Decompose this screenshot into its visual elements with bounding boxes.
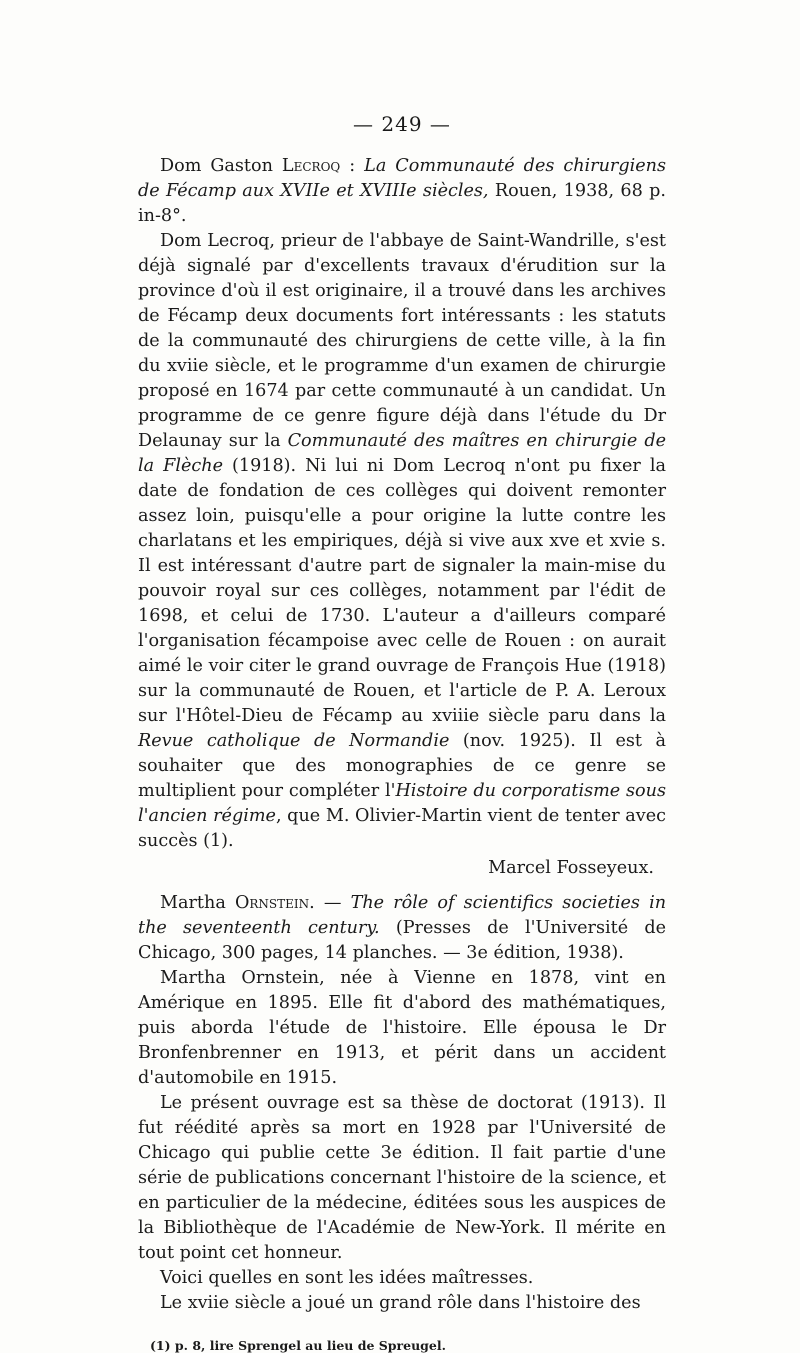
review1-title: La Communauté des chirurgiens de Fécamp aux XVIIe et XVIIIe siècles,	[138, 156, 666, 201]
review1-italic-1: Communauté des maîtres en chirurgie de la Flèche	[138, 431, 666, 476]
review1-text-c: (nov. 1925). Il est à souhaiter que des monographies de ce genre se multiplient pour compléter l'	[138, 731, 666, 801]
review1-separator: :	[340, 156, 365, 176]
review2-paragraph-3: Voici quelles en sont les idées maîtresses.	[160, 1268, 534, 1288]
review1-body	[138, 229, 666, 854]
review1-signature: Marcel Fosseyeux.	[488, 858, 654, 878]
review2-heading	[138, 891, 666, 966]
review1-italic-3: Histoire du corporatisme sous l'ancien régime	[138, 781, 666, 826]
page	[138, 112, 666, 1353]
review1-author: Dom Gaston	[160, 156, 273, 176]
review1-author-name: Lecroq	[281, 156, 341, 176]
review2-author-name: Ornstein.	[234, 893, 315, 913]
review1-heading	[138, 154, 666, 229]
review2-separator: —	[314, 893, 351, 913]
review1-text-d: , que M. Olivier-Martin vient de tenter avec succès (1).	[138, 806, 666, 851]
page-number: — 249 —	[353, 112, 451, 136]
review1-italic-2: Revue catholique de Normandie	[138, 731, 450, 751]
review2-paragraph-1: Martha Ornstein, née à Vienne en 1878, vint en Amérique en 1895. Elle fit d'abord des mathématiques, puis aborda l'étude de l'histoire. Elle épousa le Dr Bronfenbrenner en 1913, et périt dans un accident d'automobile en 1915.	[138, 968, 666, 1088]
review2-title: The rôle of scientifics societies in the seventeenth century.	[138, 893, 667, 938]
review1-text-a: Dom Lecroq, prieur de l'abbaye de Saint-Wandrille, s'est déjà signalé par d'excellents travaux d'érudition sur la province d'où il est originaire, il a trouvé dans les archives de Fécamp deux documents fort intéressants : les statuts de la communauté des chirurgiens de cette ville, à la fin du xviie siècle, et le programme d'un examen de chirurgie proposé en 1674 par cette communauté à un candidat. Un programme de ce genre figure déjà dans l'étude du Dr Delaunay sur la	[138, 231, 666, 451]
footnote: (1) p. 8, lire Sprengel au lieu de Spreugel.	[150, 1338, 446, 1353]
review1-text-b: (1918). Ni lui ni Dom Lecroq n'ont pu fixer la date de fondation de ces collèges qui doivent remonter assez loin, puisqu'elle a pour origine la lutte contre les charlatans et les empiriques, déjà si vive aux xve et xvie s. Il est intéressant d'autre part de signaler la main-mise du pouvoir royal sur ces collèges, notamment par l'édit de 1698, et celui de 1730. L'auteur a d'ailleurs comparé l'organisation fécampoise avec celle de Rouen : on aurait aimé le voir citer le grand ouvrage de François Hue (1918) sur la communauté de Rouen, et l'article de P. A. Leroux sur l'Hôtel-Dieu de Fécamp au xviiie siècle paru dans la	[138, 456, 666, 726]
review2-paragraph-4: Le xviie siècle a joué un grand rôle dans l'histoire des	[160, 1293, 641, 1313]
review1-publication: Rouen, 1938, 68 p. in-8°.	[138, 181, 666, 226]
review2-publication: (Presses de l'Université de Chicago, 300 pages, 14 planches. — 3e édition, 1938).	[138, 918, 666, 963]
review2-paragraph-2: Le présent ouvrage est sa thèse de doctorat (1913). Il fut réédité après sa mort en 1928 par l'Université de Chicago qui publie cette 3e édition. Il fait partie d'une série de publications concernant l'histoire de la science, et en particulier de la médecine, éditées sous les auspices de la Bibliothèque de l'Académie de New-York. Il mérite en tout point cet honneur.	[138, 1093, 666, 1263]
review2-author: Martha	[160, 893, 226, 913]
